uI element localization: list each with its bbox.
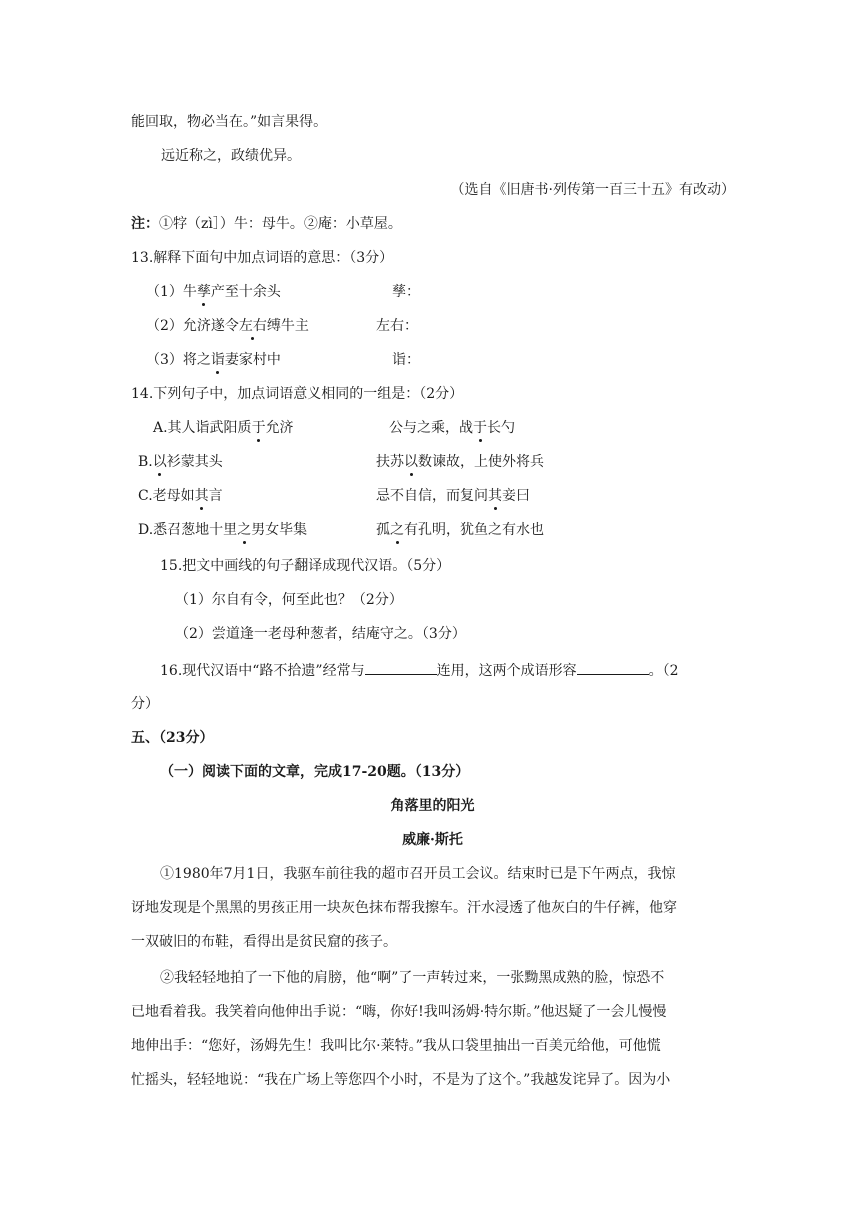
article-p2-line-1: ②我轻轻地拍了一下他的肩膀，他“啊”了一声转过来，一张黝黑成熟的脸，惊恐不 <box>160 970 665 986</box>
q14-b-left-pre: B. <box>138 454 153 470</box>
article-title: 角落里的阳光 <box>390 798 475 814</box>
q14-a-right-dot: 于 <box>473 420 487 436</box>
q13-item-2-answer: 左右： <box>376 318 418 334</box>
q14-b-left-dot: 以 <box>152 454 167 470</box>
q13-item-2-pre: （2）允济遂令 <box>146 318 239 334</box>
footnote-text: ①牸（zì］）牛：母牛。②庵：小草屋。 <box>159 216 402 232</box>
section-heading: 五、（23分） <box>131 730 214 746</box>
q14-d-left-pre: D.悉召葱地十里 <box>138 522 238 538</box>
article-author: 威廉·斯托 <box>402 832 463 848</box>
q13-item-1-answer: 孳： <box>392 284 420 300</box>
q14-b-right-post: 数谏故，上使外将兵 <box>418 454 544 470</box>
q13-item-2 <box>146 316 309 336</box>
q14-c-right-dot: 其 <box>488 488 502 504</box>
q14-a-right-post: 长勺 <box>487 420 515 436</box>
q14-a-left-post: 允济 <box>265 420 294 436</box>
q16-line <box>160 660 679 681</box>
part-heading: （一）阅读下面的文章，完成17-20题。（13分） <box>160 764 470 780</box>
q14-d-left-dot: 之 <box>237 522 252 538</box>
q13-item-3-post: 妻家村中 <box>224 352 281 368</box>
footnote-label: 注： <box>131 216 159 232</box>
q14-option-a-left <box>153 418 294 438</box>
q14-option-a-right <box>389 418 515 438</box>
source-citation: （选自《旧唐书·列传第一百三十五》有改动） <box>450 182 735 198</box>
q14-c-right-post: 妾曰 <box>502 488 530 504</box>
q13-item-3-answer: 诣： <box>392 352 420 368</box>
q14-a-left-dot: 于 <box>251 420 266 436</box>
q13-item-1-pre: （1）牛 <box>146 284 197 300</box>
q14-c-left-post: 言 <box>208 488 223 504</box>
q14-option-d-left <box>138 520 307 540</box>
q14-c-left-dot: 其 <box>194 488 209 504</box>
article-p1-line-1: ①1980年7月1日，我驱车前往我的超市召开员工会议。结束时已是下午两点，我惊 <box>160 866 676 882</box>
q16-text-b: 连用，这两个成语形容 <box>436 663 577 679</box>
q14-b-left-post: 衫蒙其头 <box>166 454 223 470</box>
q14-option-b-right <box>376 452 544 472</box>
q14-title: 14.下列句子中，加点词语意义相同的一组是：（2分） <box>131 386 464 402</box>
q14-a-left-pre: A.其人诣武阳质 <box>153 420 252 436</box>
q16-blank-1[interactable] <box>365 660 437 675</box>
article-p2-line-2: 已地看着我。我笑着向他伸出手说：“嗨，你好!我叫汤姆·特尔斯。”他迟疑了一会儿慢慢 <box>131 1004 667 1020</box>
q13-item-3-dotted-word: 诣 <box>210 352 225 368</box>
q14-option-d-right <box>376 520 544 540</box>
q16-line-2: 分） <box>131 696 159 712</box>
q13-item-1-dotted-word: 孳 <box>196 284 211 300</box>
q14-c-right-pre: 忌不自信，而复问 <box>376 488 488 504</box>
article-p1-line-3: 一双破旧的布鞋，看得出是贫民窟的孩子。 <box>131 934 397 950</box>
q16-text-c: 。（2 <box>648 663 679 679</box>
story-end-line-2: 远近称之，政绩优异。 <box>161 148 301 164</box>
q14-b-right-dot: 以 <box>404 454 418 470</box>
q14-b-right-pre: 扶苏 <box>376 454 404 470</box>
q13-title: 13.解释下面句中加点词语的意思：（3分） <box>131 250 394 266</box>
q14-option-c-left <box>138 486 223 506</box>
q14-d-right-pre: 孤 <box>376 522 390 538</box>
article-p2-line-3: 地伸出手：“您好，汤姆先生！我叫比尔·莱特。”我从口袋里抽出一百美元给他，可他慌 <box>131 1038 661 1054</box>
q14-d-left-post: 男女毕集 <box>251 522 308 538</box>
article-p1-line-2: 讶地发现是个黑黑的男孩正用一块灰色抹布帮我擦车。汗水浸透了他灰白的牛仔裤，他穿 <box>131 900 677 916</box>
q13-item-3-pre: （3）将之 <box>146 352 211 368</box>
article-p2-line-4: 忙摇头，轻轻地说：“我在广场上等您四个小时，不是为了这个。”我越发诧异了。因为小 <box>131 1072 671 1088</box>
q14-d-right-post: 有孔明，犹鱼之有水也 <box>404 522 544 538</box>
q13-item-2-post: 缚牛主 <box>266 318 309 334</box>
q16-text-a: 16.现代汉语中“路不拾遗”经常与 <box>160 663 365 679</box>
q15-title: 15.把文中画线的句子翻译成现代汉语。（5分） <box>160 558 451 574</box>
q14-a-right-pre: 公与之乘，战 <box>389 420 473 436</box>
q15-sentence-1: （1）尔自有令，何至此也？（2分） <box>175 592 403 608</box>
q13-item-1-post: 产至十余头 <box>210 284 281 300</box>
q16-blank-2[interactable] <box>577 660 649 675</box>
q14-option-c-right <box>376 486 530 506</box>
story-end-line-1: 能回取，物必当在。”如言果得。 <box>131 114 328 130</box>
q13-item-2-dotted-word: 左右 <box>238 318 267 334</box>
q13-item-1 <box>146 282 281 302</box>
q14-d-right-dot: 之 <box>390 522 404 538</box>
q14-c-left-pre: C.老母如 <box>138 488 195 504</box>
q14-option-b-left <box>138 452 223 472</box>
q13-item-3 <box>146 350 281 370</box>
q15-sentence-2: （2）尝道逢一老母种葱者，结庵守之。（3分） <box>175 626 466 642</box>
footnote <box>131 214 402 234</box>
